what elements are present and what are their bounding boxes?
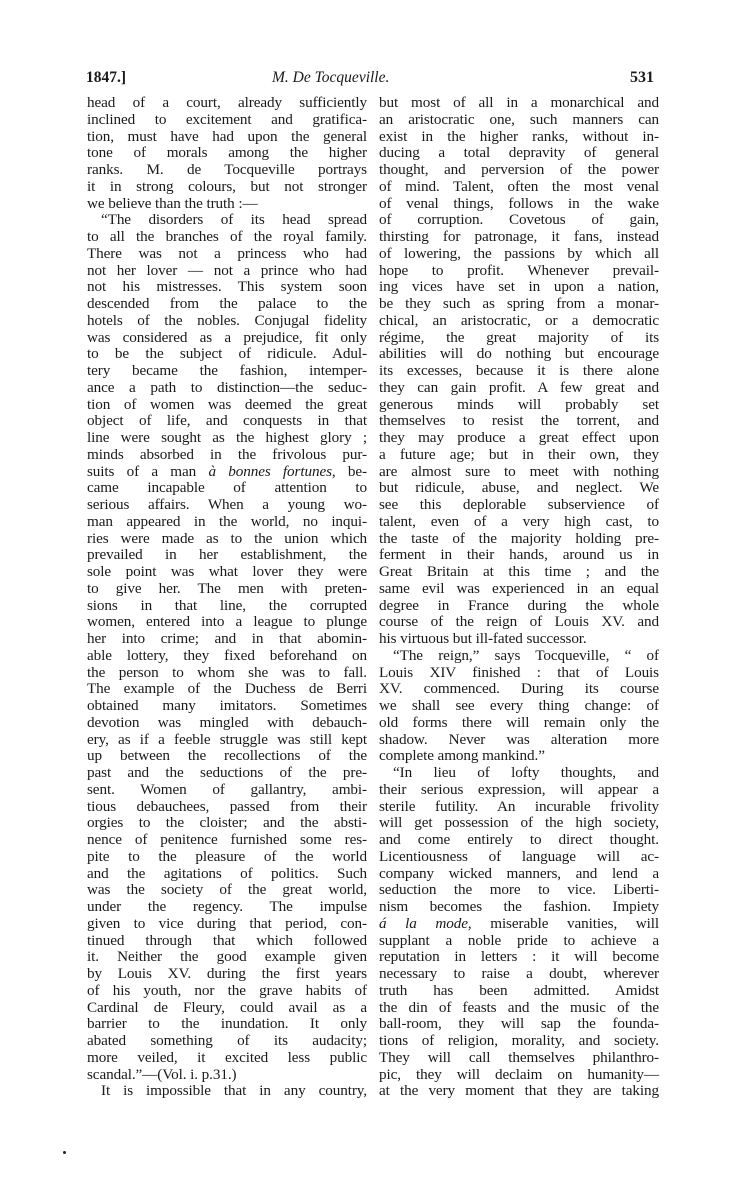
text-line: and come entirely to direct thought.: [379, 831, 659, 848]
text-line: past and the seductions of the pre-: [87, 764, 367, 781]
text-line: her into crime; and in that abomin-: [87, 630, 367, 647]
text-line: was considered as a prejudice, fit only: [87, 328, 367, 346]
text-line: it. Neither the good example given: [87, 948, 367, 966]
text-segment: , be-: [331, 462, 367, 480]
text-line: themselves to resist the torrent, and: [379, 412, 659, 430]
text-line: old forms there will remain only the: [379, 713, 659, 731]
text-line: degree in France during the whole: [379, 596, 659, 614]
text-line: nism becomes the fashion. Impiety: [379, 898, 659, 915]
text-line: to be the subject of ridicule. Adul-: [87, 345, 367, 363]
text-line: of corruption. Covetous of gain,: [379, 211, 659, 229]
text-line: ance a path to distinction—the seduc-: [87, 378, 367, 396]
text-line: an aristocratic one, such manners can: [379, 110, 659, 128]
text-line: The example of the Duchess de Berri: [87, 680, 367, 698]
text-line: seduction the more to vice. Liberti-: [379, 881, 659, 899]
text-line: company wicked manners, and lend a: [379, 864, 659, 882]
text-line: abilities will do nothing but encourage: [379, 345, 659, 363]
text-line: up between the recollections of the: [87, 747, 367, 765]
text-line: man appeared in the world, no inqui-: [87, 512, 367, 530]
text-line: régime, the great majority of its: [379, 328, 659, 346]
text-line: be they such as spring from a monar-: [379, 295, 659, 312]
text-line: not her lover — not a prince who had: [87, 261, 367, 279]
text-line: of lowering, the passions by which all: [379, 244, 659, 262]
text-line: to all the branches of the royal family.: [87, 228, 367, 245]
text-segment: suits of a man: [87, 462, 209, 480]
text-line: thought, and perversion of the power: [379, 161, 659, 178]
text-line: ries were made as to the union which: [87, 529, 367, 547]
text-line: they may produce a great effect upon: [379, 429, 659, 446]
text-line: necessary to raise a doubt, wherever: [379, 965, 659, 982]
running-head: [86, 69, 654, 89]
text-line: There was not a princess who had: [87, 244, 367, 262]
text-line: ranks. M. de Tocqueville portrays: [87, 161, 367, 178]
text-line: Cardinal de Fleury, could avail as a: [87, 998, 367, 1016]
text-line: we shall see every thing change: of: [379, 697, 659, 714]
text-line: “The reign,” says Tocqueville, “ of: [393, 646, 659, 664]
text-line: given to vice during that period, con-: [87, 914, 367, 932]
text-line: hotels of the nobles. Conjugal fidelity: [87, 311, 367, 329]
text-line: XV. commenced. During its course: [379, 680, 659, 698]
text-line: was the society of the great world,: [87, 881, 367, 899]
text-line: exist in the higher ranks, without in-: [379, 127, 659, 145]
text-line: ferment in their hands, around us in: [379, 546, 659, 564]
right-column: [379, 95, 659, 1100]
text-line: reputation in letters : it will become: [379, 948, 659, 966]
text-line: tery became the fashion, intemper-: [87, 362, 367, 379]
text-line: will get possession of the high society,: [379, 814, 659, 832]
text-line: sent. Women of gallantry, ambi-: [87, 780, 367, 798]
text-line: of his youth, nor the grave habits of: [87, 981, 367, 999]
text-line: sions in that line, the corrupted: [87, 596, 367, 614]
text-line: to give her. The men with preten-: [87, 579, 367, 597]
text-line: tions of religion, morality, and society.: [379, 1032, 659, 1049]
text-line: tion of women was deemed the great: [87, 395, 367, 413]
text-line: they can gain profit. A few great and: [379, 378, 659, 396]
running-head-year: 1847.]: [86, 69, 127, 86]
text-line: we believe than the truth :—: [87, 194, 258, 212]
text-line: more veiled, it excited less public: [87, 1048, 367, 1066]
text-line: minds absorbed in the frivolous pur-: [87, 445, 367, 463]
text-line: serious affairs. When a young wo-: [87, 496, 367, 513]
text-line: ducing a total depravity of general: [379, 144, 659, 162]
text-line: the din of feasts and the music of the: [379, 998, 659, 1016]
text-line: It is impossible that in any country,: [101, 1082, 367, 1100]
text-line: course of the reign of Louis XV. and: [379, 613, 659, 631]
text-line: able lottery, they fixed beforehand on: [87, 646, 367, 664]
text-line: it in strong colours, but not stronger: [87, 177, 367, 195]
text-line: [87, 464, 367, 481]
text-line: ery, as if a feeble struggle was still kept: [87, 730, 367, 748]
text-line: truth has been admitted. Amidst: [379, 981, 659, 999]
text-line: sole point was what lover they were: [87, 563, 367, 580]
text-line: complete among mankind.”: [379, 747, 545, 765]
text-line: tinued through that which followed: [87, 931, 367, 949]
text-line: chical, an aristocratic, or a democratic: [379, 311, 659, 329]
text-line: devotion was mingled with debauch-: [87, 713, 367, 731]
text-line: sterile futility. An incurable frivolity: [379, 797, 659, 815]
italic-phrase: à bonnes fortunes: [208, 462, 332, 480]
text-line: of venal things, follows in the wake: [379, 194, 659, 212]
text-line: Licentiousness of language will ac-: [379, 847, 659, 865]
text-line: see this deplorable subservience of: [379, 496, 659, 513]
text-line: its excesses, because it is there alone: [379, 362, 659, 379]
text-line: but most of all in a monarchical and: [379, 94, 659, 111]
text-line: obtained many imitators. Sometimes: [87, 697, 367, 714]
text-line: object of life, and conquests in that: [87, 412, 367, 430]
text-line: same evil was experienced in an equal: [379, 579, 659, 597]
text-line: line were sought as the highest glory ;: [87, 429, 367, 446]
text-line: [379, 916, 659, 933]
text-line: nence of penitence furnished some res-: [87, 831, 367, 848]
text-line: the taste of the majority holding pre-: [379, 529, 659, 547]
text-line: talent, even of a very high cast, to: [379, 512, 659, 530]
text-line: not his mistresses. This system soon: [87, 278, 367, 296]
running-head-title: M. De Tocqueville.: [272, 69, 390, 86]
text-line: a future age; but in their own, they: [379, 445, 659, 463]
text-line: under the regency. The impulse: [87, 898, 367, 915]
text-line: the person to whom she was to fall.: [87, 663, 367, 681]
text-line: hope to profit. Whenever prevail-: [379, 261, 659, 279]
text-line: Louis XIV finished : that of Louis: [379, 663, 659, 681]
text-line: ball-room, they will sap the founda-: [379, 1015, 659, 1033]
text-line: scandal.”—(Vol. i. p.31.): [87, 1065, 237, 1083]
text-line: tious debauchees, passed from their: [87, 797, 367, 815]
text-line: supplant a noble pride to achieve a: [379, 931, 659, 949]
text-segment: , miserable vanities, will: [467, 914, 659, 932]
text-line: came incapable of attention to: [87, 479, 367, 497]
text-line: and the agitations of politics. Such: [87, 864, 367, 882]
scan-speck: [63, 1151, 66, 1154]
text-line: by Louis XV. during the first years: [87, 965, 367, 982]
text-line: They will call themselves philanthro-: [379, 1048, 659, 1066]
text-line: head of a court, already sufficiently: [87, 94, 367, 111]
text-line: but ridicule, abuse, and neglect. We: [379, 479, 659, 497]
text-line: abated something of its audacity;: [87, 1032, 367, 1049]
text-line: tone of morals among the higher: [87, 144, 367, 162]
text-line: inclined to excitement and gratifica-: [87, 110, 367, 128]
text-line: are almost sure to meet with nothing: [379, 462, 659, 480]
text-line: pic, they will declaim on humanity—: [379, 1065, 659, 1083]
text-line: “The disorders of its head spread: [101, 211, 367, 229]
text-line: their serious expression, will appear a: [379, 780, 659, 798]
text-line: pite to the pleasure of the world: [87, 847, 367, 865]
text-line: barrier to the inundation. It only: [87, 1015, 367, 1033]
left-column: [87, 95, 367, 1100]
text-line: thirsting for patronage, it fans, instead: [379, 228, 659, 245]
text-line: ing vices have set in upon a nation,: [379, 278, 659, 296]
text-line: descended from the palace to the: [87, 295, 367, 312]
page-number: 531: [630, 69, 654, 86]
text-line: of mind. Talent, often the most venal: [379, 177, 659, 195]
text-line: prevailed in her establishment, the: [87, 546, 367, 564]
text-line: his virtuous but ill-fated successor.: [379, 630, 587, 647]
text-line: tion, must have had upon the general: [87, 127, 367, 145]
text-line: generous minds will probably set: [379, 395, 659, 413]
text-line: at the very moment that they are taking: [379, 1082, 659, 1100]
text-line: shadow. Never was alteration more: [379, 730, 659, 748]
italic-phrase: á la mode: [379, 914, 468, 932]
text-line: “In lieu of lofty thoughts, and: [393, 764, 659, 781]
text-line: orgies to the cloister; and the absti-: [87, 814, 367, 832]
text-line: Great Britain at this time ; and the: [379, 563, 659, 580]
text-line: women, entered into a league to plunge: [87, 613, 367, 631]
